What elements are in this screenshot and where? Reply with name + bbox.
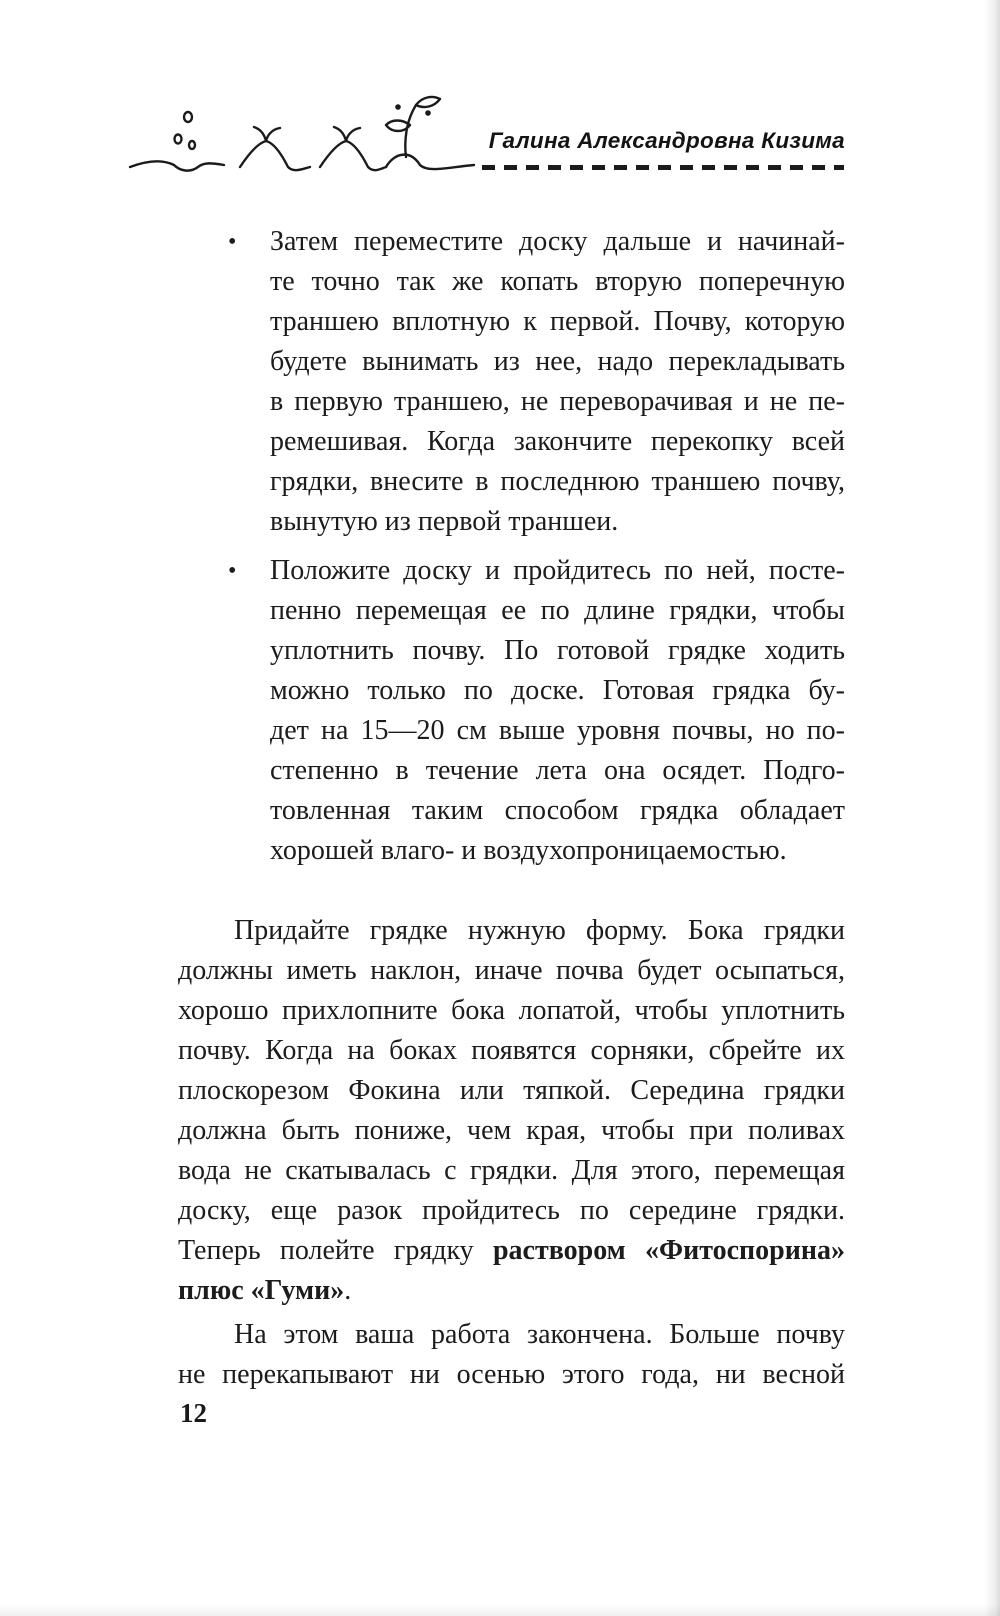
text-segment: пенно перемещая ее по длине грядки, чтобы bbox=[270, 595, 845, 626]
text-line bbox=[270, 711, 845, 751]
text-line bbox=[270, 671, 845, 711]
text-line bbox=[270, 262, 845, 302]
text-line bbox=[270, 382, 845, 422]
text-line bbox=[178, 1031, 845, 1071]
text-segment: ремешивая. Когда закончите перекопку всей bbox=[270, 426, 845, 457]
text-segment: товленная таким способом грядка обладает bbox=[270, 795, 845, 826]
text-segment: доску, еще разок пройдитесь по середине грядки. bbox=[178, 1195, 845, 1226]
text-line bbox=[178, 1355, 845, 1395]
text-segment: вода не скатывалась с грядки. Для этого, перемещая bbox=[178, 1155, 845, 1186]
paragraph bbox=[178, 1315, 845, 1395]
text-segment: хорошей влаго- и воздухопроницаемостью. bbox=[270, 835, 787, 866]
text-line bbox=[178, 1191, 845, 1231]
text-segment: Теперь полейте грядку bbox=[178, 1235, 493, 1266]
paragraph-block bbox=[178, 911, 845, 1395]
bullet-marker-icon: • bbox=[228, 558, 237, 584]
text-segment: степенно в течение лета она осядет. Подго- bbox=[270, 755, 845, 786]
bold-text-segment: плюс «Гуми» bbox=[178, 1275, 345, 1306]
scan-edge-shadow-right bbox=[984, 0, 1000, 1616]
bullet-marker-icon: • bbox=[228, 229, 237, 255]
text-line bbox=[178, 1231, 845, 1271]
text-line bbox=[270, 422, 845, 462]
dashed-rule bbox=[482, 165, 844, 170]
text-segment: должны иметь наклон, иначе почва будет осыпаться, bbox=[178, 955, 845, 986]
text-line bbox=[270, 222, 845, 262]
text-line bbox=[178, 911, 845, 951]
bold-text-segment: раствором «Фитоспорина» bbox=[492, 1235, 845, 1266]
text-segment: хорошо прихлопните бока лопатой, чтобы уплотнить bbox=[178, 995, 845, 1026]
text-line bbox=[270, 302, 845, 342]
text-segment: плоскорезом Фокина или тяпкой. Середина грядки bbox=[178, 1075, 845, 1106]
seeds-and-sprouts-sketch-icon bbox=[128, 95, 476, 180]
text-segment: траншею вплотную к первой. Почву, которую bbox=[270, 306, 845, 337]
page-header bbox=[0, 0, 1000, 195]
text-segment: дет на 15—20 см выше уровня почвы, но по- bbox=[270, 715, 845, 746]
bullet-item bbox=[178, 551, 845, 871]
text-segment: вынутую из первой траншеи. bbox=[270, 506, 619, 537]
text-line bbox=[178, 991, 845, 1031]
text-line bbox=[270, 462, 845, 502]
text-line bbox=[178, 951, 845, 991]
scan-edge-shadow-bottom bbox=[0, 1604, 1000, 1616]
text-segment: должна быть пониже, чем края, чтобы при поливах bbox=[178, 1115, 845, 1146]
text-line bbox=[270, 751, 845, 791]
text-line bbox=[178, 1315, 845, 1355]
text-segment: в первую траншею, не переворачивая и не пе- bbox=[270, 386, 845, 417]
text-segment: грядки, внесите в последнюю траншею почву, bbox=[270, 466, 845, 497]
text-segment: . bbox=[344, 1275, 352, 1306]
author-name: Галина Александровна Кизима bbox=[488, 128, 845, 153]
text-line bbox=[270, 791, 845, 831]
text-line bbox=[270, 591, 845, 631]
text-segment: можно только по доске. Готовая грядка бу- bbox=[270, 675, 845, 706]
text-segment: уплотнить почву. По готовой грядке ходить bbox=[270, 635, 845, 666]
text-line bbox=[270, 631, 845, 671]
text-line bbox=[270, 551, 845, 591]
bullet-item bbox=[178, 222, 845, 542]
text-segment: Затем переместите доску дальше и начинай- bbox=[270, 226, 845, 257]
text-line bbox=[178, 1271, 845, 1311]
text-line bbox=[178, 1111, 845, 1151]
page-content bbox=[178, 222, 845, 1395]
text-line bbox=[178, 1151, 845, 1191]
text-segment: Придайте грядке нужную форму. Бока грядки bbox=[234, 915, 845, 946]
paragraph bbox=[178, 911, 845, 1311]
text-segment: будете вынимать из нее, надо перекладывать bbox=[270, 346, 845, 377]
text-line bbox=[270, 342, 845, 382]
text-line bbox=[270, 831, 845, 871]
text-line bbox=[270, 502, 845, 542]
text-segment: Положите доску и пройдитесь по ней, посте- bbox=[270, 555, 845, 586]
text-segment: почву. Когда на боках появятся сорняки, сбрейте их bbox=[178, 1035, 845, 1066]
text-segment: На этом ваша работа закончена. Больше почву bbox=[234, 1319, 845, 1350]
text-line bbox=[178, 1071, 845, 1111]
bullet-list bbox=[178, 222, 845, 871]
text-segment: не перекапывают ни осенью этого года, ни весной bbox=[178, 1359, 845, 1390]
page-number: 12 bbox=[180, 1398, 207, 1428]
text-segment: те точно так же копать вторую поперечную bbox=[270, 266, 845, 297]
